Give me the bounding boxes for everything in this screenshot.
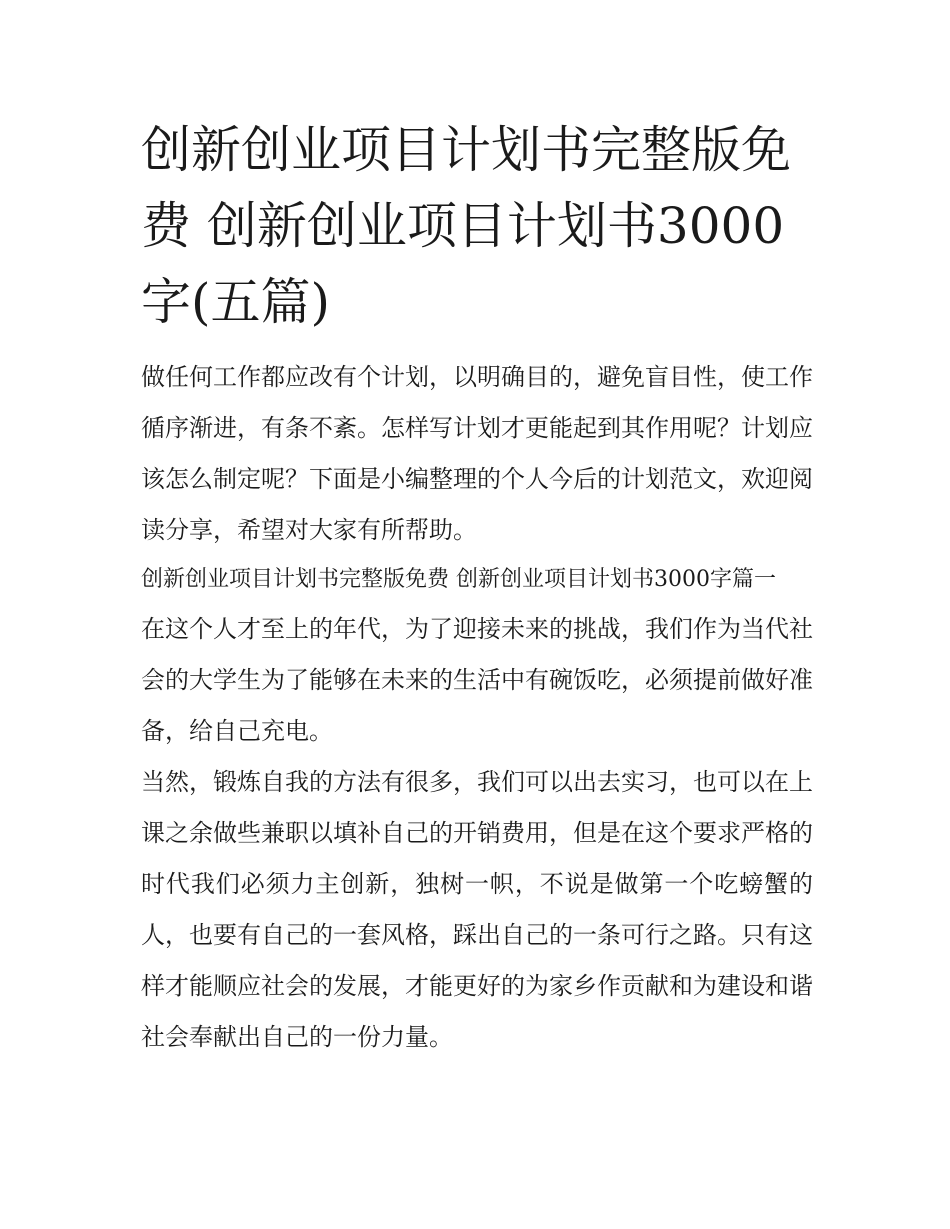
section-heading: 创新创业项目计划书完整版免费 创新创业项目计划书3000字篇一 xyxy=(141,567,776,592)
document-title: 创新创业项目计划书完整版免费 创新创业项目计划书3000字(五篇) xyxy=(141,121,791,331)
body-paragraph-1: 在这个人才至上的年代，为了迎接未来的挑战，我们作为当代社会的大学生为了能够在未来的生活中有碗饭吃，必须提前做好准备，给自己充电。 xyxy=(141,615,813,745)
intro-paragraph: 做任何工作都应改有个计划，以明确目的，避免盲目性，使工作循序渐进，有条不紊。怎样写计划才更能起到其作用呢？计划应该怎么制定呢？下面是小编整理的个人今后的计划范文，欢迎阅读分享，希望对大家有所帮助。 xyxy=(141,363,813,544)
document-page xyxy=(141,112,813,1063)
body-paragraph-2: 当然，锻炼自我的方法有很多，我们可以出去实习，也可以在上课之余做些兼职以填补自己的开销费用，但是在这个要求严格的时代我们必须力主创新，独树一帜，不说是做第一个吃螃蟹的人，也要有自己的一套风格，踩出自己的一条可行之路。只有这样才能顺应社会的发展，才能更好的为家乡作贡献和为建设和谐社会奉献出自己的一份力量。 xyxy=(141,768,813,1051)
